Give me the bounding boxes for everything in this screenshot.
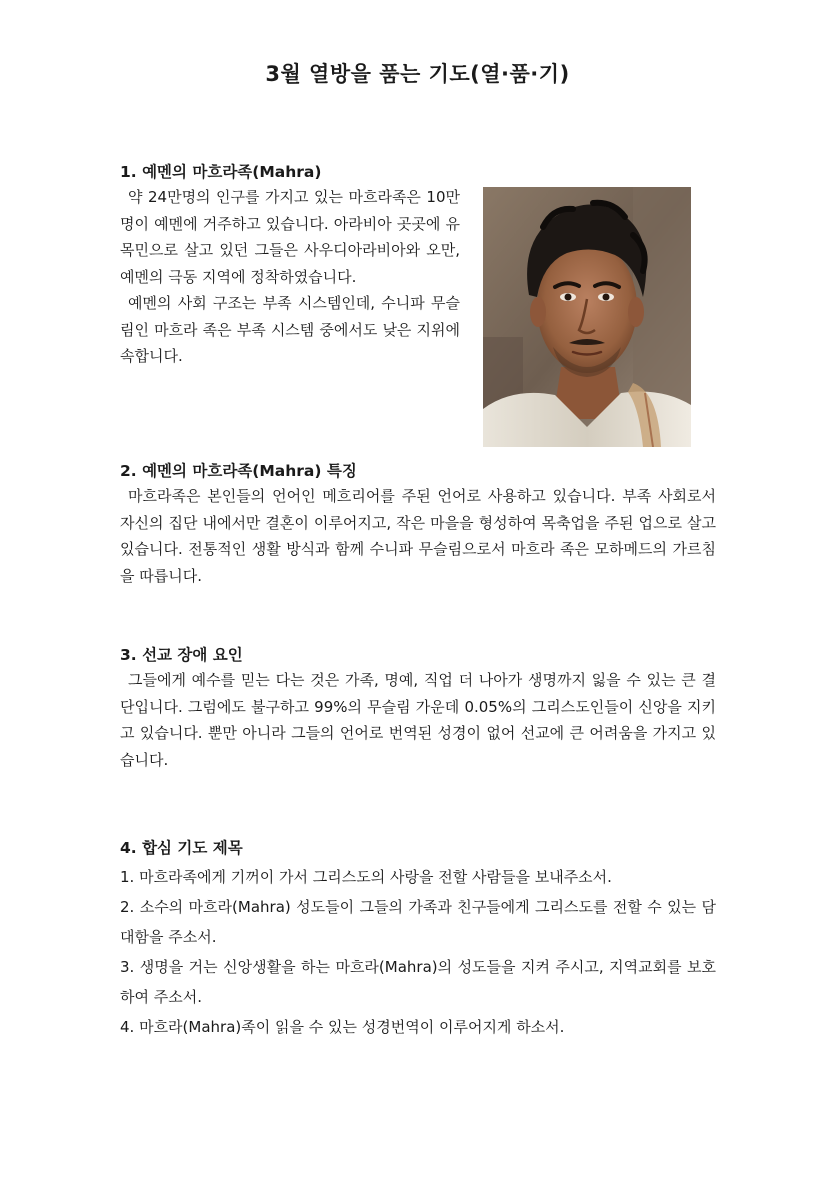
portrait-illustration — [483, 187, 691, 447]
section-3-paragraph-1: 그들에게 예수를 믿는 다는 것은 가족, 명예, 직업 더 나아가 생명까지 잃을 수 있는 큰 결단입니다. 그럼에도 불구하고 99%의 무슬림 가운데 0.05%의 그리스도인들이 신앙을 지키고 있습니다. 뿐만 아니라 그들의 언어로 번역된 성경이 없어 선교에 큰 어려움을 가지고 있습니다. — [120, 671, 716, 769]
section-1-paragraph-1: 약 24만명의 인구를 가지고 있는 마흐라족은 10만명이 예멘에 거주하고 있습니다. 아라비아 곳곳에 유목민으로 살고 있던 그들은 사우디아라비아와 오만, 예멘의 극동 지역에 정착하였습니다. — [120, 188, 460, 286]
section-1-body — [120, 184, 460, 370]
section-2-paragraph-1: 마흐라족은 본인들의 언어인 메흐리어를 주된 언어로 사용하고 있습니다. 부족 사회로서 자신의 집단 내에서만 결혼이 이루어지고, 작은 마을을 형성하여 목축업을 주된 업으로 살고 있습니다. 전통적인 생활 방식과 함께 수니파 무슬림으로서 마흐라 족은 모하메드의 가르침을 따릅니다. — [120, 487, 716, 585]
section-4-heading: 4. 합심 기도 제목 — [120, 839, 243, 857]
list-item: 1. 마흐라족에게 기꺼이 가서 그리스도의 사랑을 전할 사람들을 보내주소서. — [120, 868, 612, 886]
section-2-body — [120, 483, 716, 589]
list-item: 4. 마흐라(Mahra)족이 읽을 수 있는 성경번역이 이루어지게 하소서. — [120, 1018, 565, 1036]
section-1-heading: 1. 예멘의 마흐라족(Mahra) — [120, 163, 322, 181]
prayer-list — [120, 862, 716, 1042]
portrait-photo — [483, 187, 691, 447]
list-item: 3. 생명을 거는 신앙생활을 하는 마흐라(Mahra)의 성도들을 지켜 주시고, 지역교회를 보호하여 주소서. — [120, 958, 716, 1006]
page-title: 3월 열방을 품는 기도(열·품·기) — [265, 62, 570, 86]
section-3-body — [120, 667, 716, 773]
list-item: 2. 소수의 마흐라(Mahra) 성도들이 그들의 가족과 친구들에게 그리스도를 전할 수 있는 담대함을 주소서. — [120, 898, 716, 946]
section-3-heading: 3. 선교 장애 요인 — [120, 646, 243, 664]
section-2-heading: 2. 예멘의 마흐라족(Mahra) 특징 — [120, 462, 357, 480]
section-1-paragraph-2: 예멘의 사회 구조는 부족 시스템인데, 수니파 무슬림인 마흐라 족은 부족 시스템 중에서도 낮은 지위에 속합니다. — [120, 294, 460, 365]
